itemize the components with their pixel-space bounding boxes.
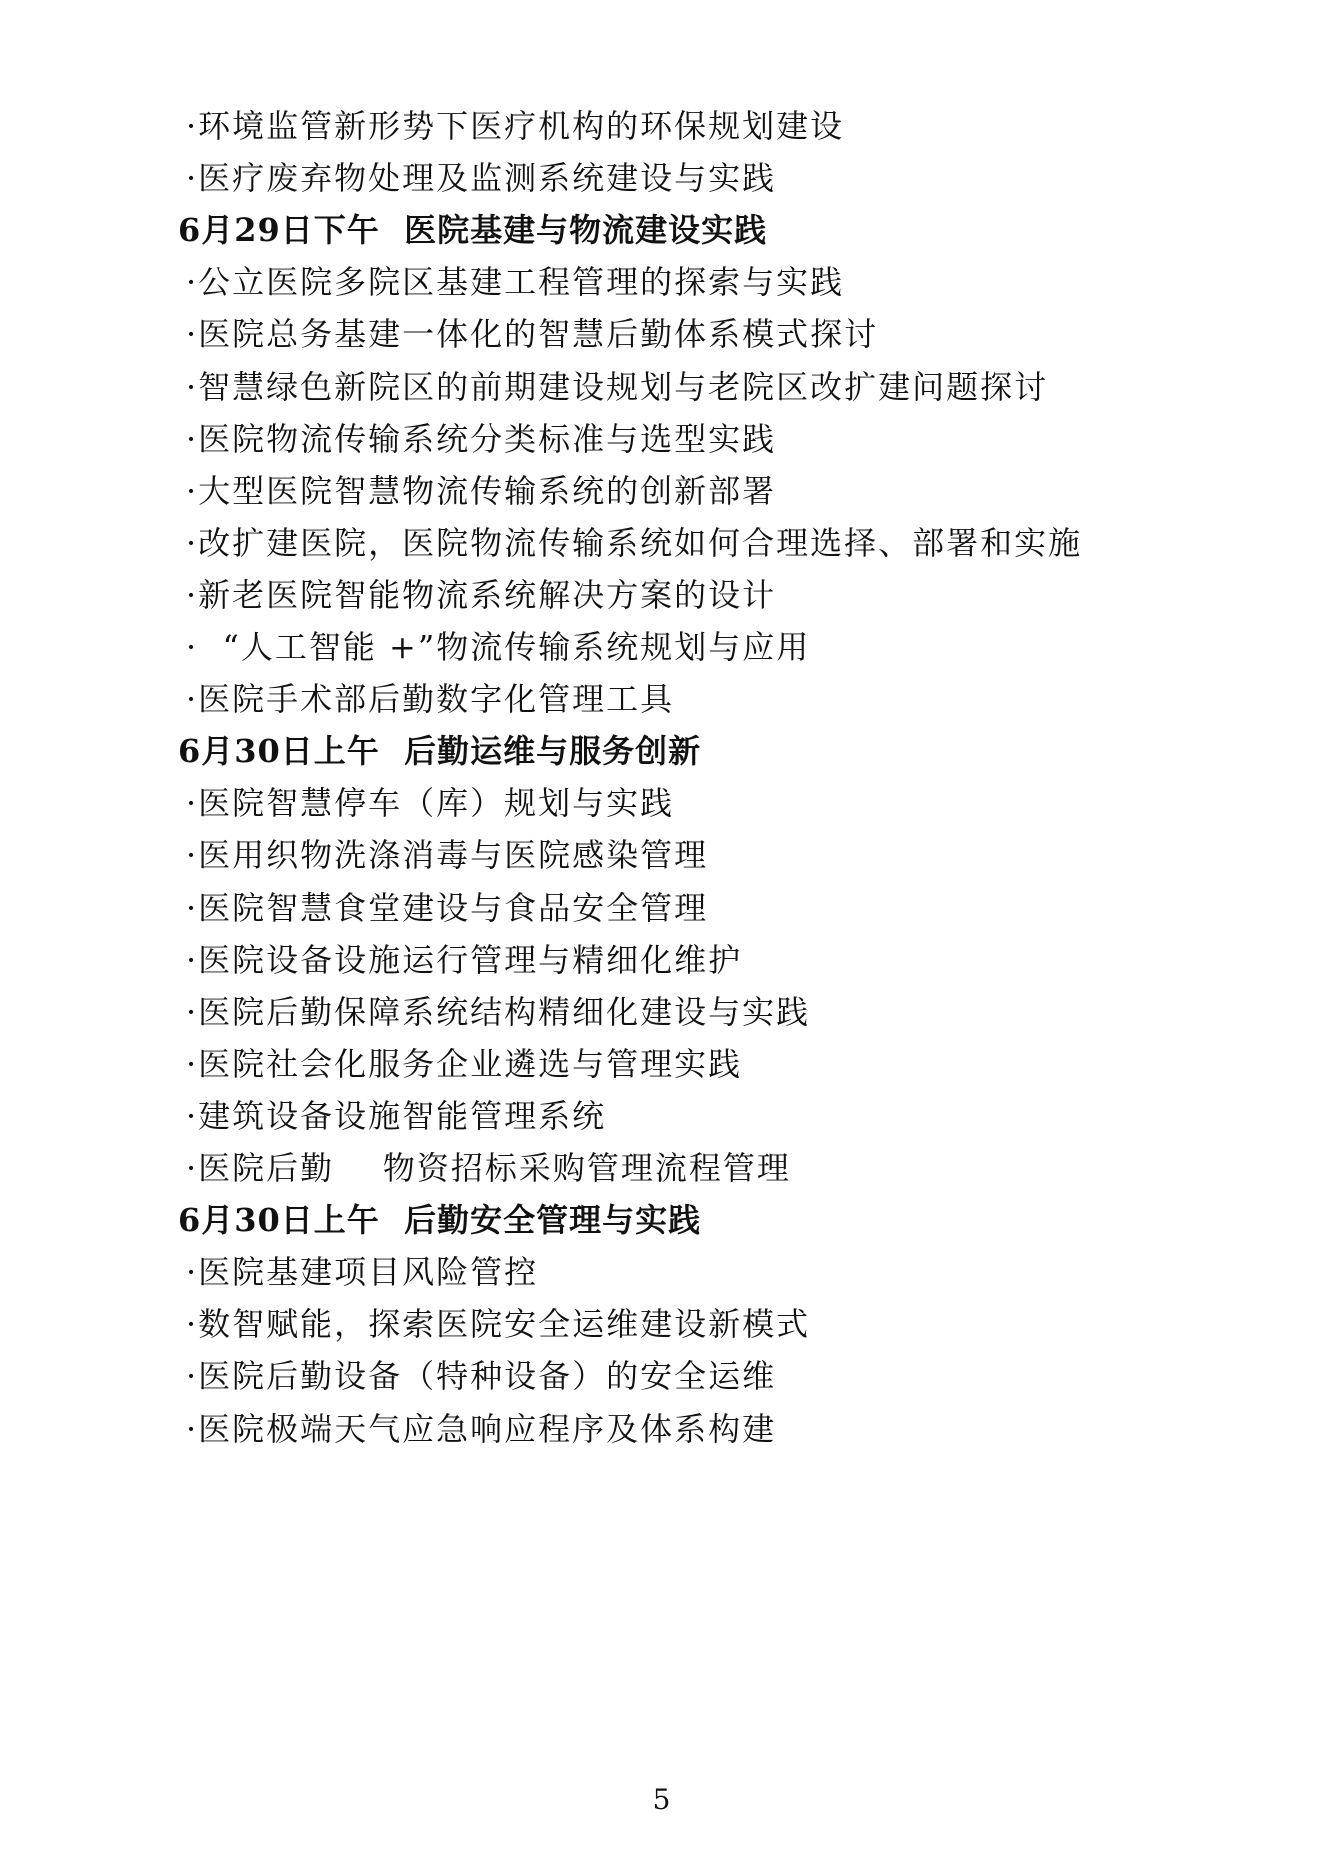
agenda-item: ·公立医院多院区基建工程管理的探索与实践 <box>186 263 845 301</box>
section-heading: 6月30日上午 后勤安全管理与实践 <box>178 1201 702 1239</box>
agenda-item: ·医院社会化服务企业遴选与管理实践 <box>186 1045 743 1083</box>
agenda-item: ·大型医院智慧物流传输系统的创新部署 <box>186 472 777 510</box>
section-heading: 6月29日下午 医院基建与物流建设实践 <box>178 211 768 249</box>
agenda-item: ·医院总务基建一体化的智慧后勤体系模式探讨 <box>186 315 879 353</box>
agenda-item: ·医院后勤保障系统结构精细化建设与实践 <box>186 993 811 1031</box>
agenda-item: ·医院后勤设备（特种设备）的安全运维 <box>186 1357 777 1395</box>
agenda-item: ·医院设备设施运行管理与精细化维护 <box>186 941 743 979</box>
agenda-item: ·医院后勤 物资招标采购管理流程管理 <box>186 1149 791 1187</box>
agenda-item: ·医院智慧食堂建设与食品安全管理 <box>186 889 709 927</box>
agenda-item: ·环境监管新形势下医疗机构的环保规划建设 <box>186 107 845 145</box>
agenda-item: ·医院基建项目风险管控 <box>186 1253 539 1291</box>
agenda-item: ·医疗废弃物处理及监测系统建设与实践 <box>186 159 777 197</box>
section-heading: 6月30日上午 后勤运维与服务创新 <box>178 732 702 770</box>
agenda-item: ·建筑设备设施智能管理系统 <box>186 1097 607 1135</box>
page-number: 5 <box>652 1783 671 1816</box>
agenda-item: ·医院极端天气应急响应程序及体系构建 <box>186 1410 777 1448</box>
agenda-item: ·医用织物洗涤消毒与医院感染管理 <box>186 836 709 874</box>
agenda-item: ·改扩建医院，医院物流传输系统如何合理选择、部署和实施 <box>186 524 1083 562</box>
agenda-item: ·智慧绿色新院区的前期建设规划与老院区改扩建问题探讨 <box>186 368 1049 406</box>
agenda-item: ·新老医院智能物流系统解决方案的设计 <box>186 576 777 614</box>
agenda-item: ·医院智慧停车（库）规划与实践 <box>186 784 675 822</box>
agenda-item: ·医院手术部后勤数字化管理工具 <box>186 680 675 718</box>
agenda-item: · “人工智能 +”物流传输系统规划与应用 <box>186 628 811 666</box>
agenda-item: ·数智赋能，探索医院安全运维建设新模式 <box>186 1305 811 1343</box>
agenda-item: ·医院物流传输系统分类标准与选型实践 <box>186 420 777 458</box>
